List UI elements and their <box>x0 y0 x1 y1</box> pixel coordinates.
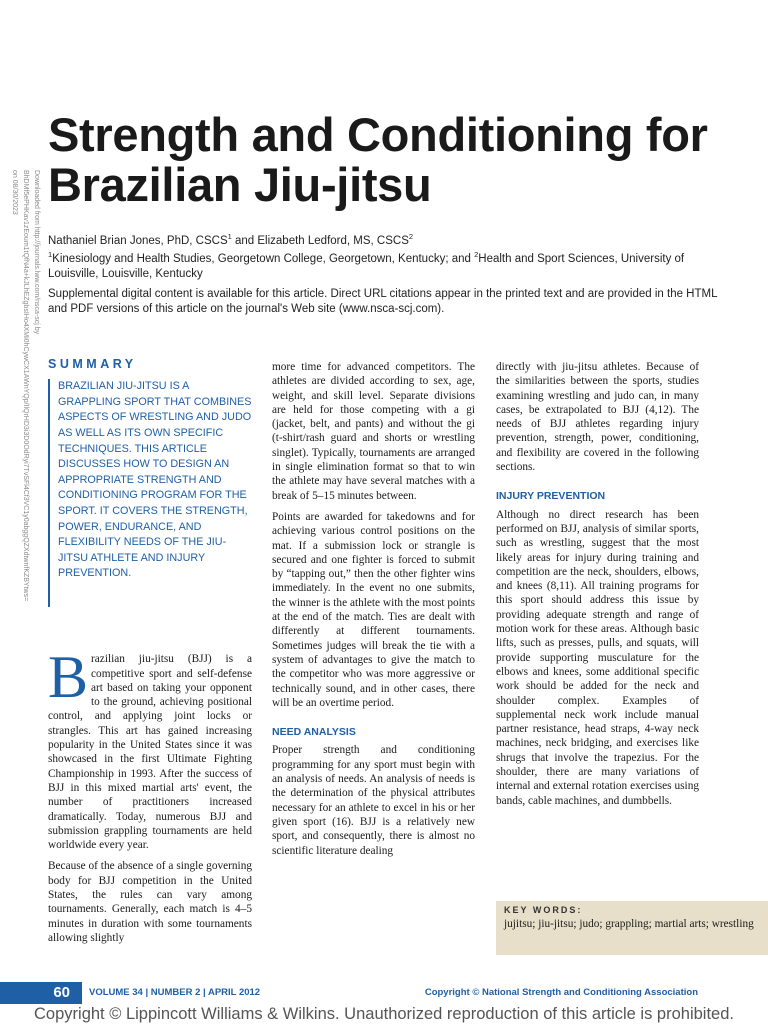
body-paragraph: directly with jiu-jitsu athletes. Because of the similarities between the sports, studies examining wrestling and judo can, in many cases, be extrapolated to BJJ (4,12). The needs of BJJ athletes regarding injury prevention, strength, power, conditioning, and flexibility are covered in the following sections. <box>496 361 699 474</box>
column-3 <box>496 360 699 815</box>
summary-text: BRAZILIAN JIU-JITSU IS A GRAPPLING SPORT THAT COMBINES ASPECTS OF WRESTLING AND JUDO AS WELL AS ITS OWN SPECIFIC TECHNIQUES. THIS ARTICLE DISCUSSES HOW TO DESIGN AN APPROPRIATE STRENGTH AND CONDITIONING PROGRAM FOR THE SPORT. IT COVERS THE STRENGTH, POWER, ENDURANCE, AND FLEXIBILITY NEEDS OF THE JIU-JITSU ATHLETE AND INJURY PREVENTION. <box>48 379 252 607</box>
page-footer <box>0 982 768 1004</box>
author-block: Nathaniel Brian Jones, PhD, CSCS$^1$ and Elizabeth Ledford, MS, CSCS$^2$ $^1$Kinesiology and Health Studies, Georgetown College, Georgetown, Kentucky; and $^2$Health and Sport Sciences, University of Louisville, Louisville, Kentucky <box>48 232 685 280</box>
publisher-copyright-notice: Copyright © Lippincott Williams & Wilkins. Unauthorized reproduction of this article is prohibited. <box>34 1005 734 1023</box>
body-paragraph: Proper strength and conditioning programming for any sport must begin with an analysis of needs. An analysis of needs is the determination of the physical attributes necessary for an athlete to excel in his or her given sport (16). BJJ is a relatively new sport, and consequently, there is almost no scientific literature dealing <box>272 744 475 857</box>
summary-heading: SUMMARY <box>48 357 137 371</box>
keywords-label: KEY WORDS: <box>504 905 583 915</box>
page-number: 60 <box>0 982 82 1004</box>
column-1 <box>48 355 252 952</box>
keywords-text: jujitsu; jiu-jitsu; judo; grappling; martial arts; wrestling <box>504 918 754 930</box>
article-title: Strength and Conditioning for Brazilian Jiu-jitsu <box>48 108 708 211</box>
keywords-box <box>496 901 768 955</box>
body-paragraph: more time for advanced competitors. The athletes are divided according to sex, age, weight, and skill level. Separate divisions are held for those competing with a gi (jacket, belt, and pants) and without the gi (t-shirt/rash guard and shorts or wrestling singlet). Typically, tournaments are arranged in single elimination format so that to win the athlete may have several matches with a break of 5–15 minutes between. <box>272 361 475 502</box>
issue-info: VOLUME 34 | NUMBER 2 | APRIL 2012 <box>89 987 261 998</box>
author-2: and Elizabeth Ledford, MS, CSCS <box>231 234 409 247</box>
intro-paragraph: Brazilian jiu-jitsu (BJJ) is a competitive sport and self-defense art based on taking your opponent to the ground, achieving positional control, and applying joint locks or strangles. This art has gained increasing popularity in the United States since it was showcased in the first Ultimate Fighting Championship in 1993. After the success of BJJ in this mixed martial arts' event, the number of practitioners increased dramatically. Today, numerous BJJ and submission grappling tournaments are held worldwide every year. <box>48 644 252 852</box>
author-1: Nathaniel Brian Jones, PhD, CSCS <box>48 234 228 247</box>
body-paragraph: Because of the absence of a single governing body for BJJ competition in the United States, the rules can vary among tournaments. Generally, each match is 4–5 minutes in duration with some tournaments allowing slightly <box>48 860 252 944</box>
body-paragraph: Points are awarded for takedowns and for achieving various control positions on the mat. If a submission lock or strangle is secured and one fighter is forced to submit by “tapping out,” then the other fighter wins immediately. In the event no one submits, the winner is the athlete with the most points at the end of the match. Ties are dealt with differently at different tournaments. Sometimes judges will break the tie with a system of advantages to give the match to the competitor who was more aggressive or technically sound, and in other cases, there will be an overtime period. <box>272 510 475 709</box>
drop-cap: B <box>48 644 89 711</box>
column-2 <box>272 360 475 865</box>
affiliation-2: Health and Sport Sciences, University of Louisville, Louisville, Kentucky <box>48 253 685 280</box>
footer-copyright: Copyright © National Strength and Conditioning Association <box>424 987 698 998</box>
section-heading-need-analysis: NEED ANALYSIS <box>272 726 356 739</box>
download-watermark: Downloaded from http://journals.lww.com/nsca-scj by BhDMf5ePHKav1zEoum1tQfN4a+kJLhEZgbsIHo4XMi0hCywCX1AWnYQp/IlQrHD3i3D0OdRyi7TvSFl4Cf3VC1y0abggQZXdtwnfKZBYtws= on 08/30/2023 <box>11 170 40 602</box>
body-paragraph: Although no direct research has been performed on BJJ, analysis of similar sports, such as wrestling, suggest that the most likely areas for injury during training and competition are the neck, shoulders, elbows, and knees (8,11). All training programs for this sport should address this issue by providing adequate strength and range of motion work for these areas. Although basic lifts, such as presses, pulls, and squats, will provide supporting musculature for the elbows and knees, some additional specific work should be added for the neck and shoulder complex. Examples of supplemental neck work include manual partner resistance, head straps, 4-way neck machines, neck bridging, and exercises like shrugs that involve the trapezius. For the shoulder, there are many variations of internal and external rotation exercises using bands, cable machines, and dumbbells. <box>496 508 699 807</box>
affiliation-1: Kinesiology and Health Studies, Georgetown College, Georgetown, Kentucky; and <box>52 253 475 266</box>
section-heading-injury-prevention: INJURY PREVENTION <box>496 490 606 503</box>
supplemental-note: Supplemental digital content is available for this article. Direct URL citations appear in the printed text and are provided in the HTML and PDF versions of this article on the journal's Web site (www.nsca-scj.com). <box>48 288 718 315</box>
